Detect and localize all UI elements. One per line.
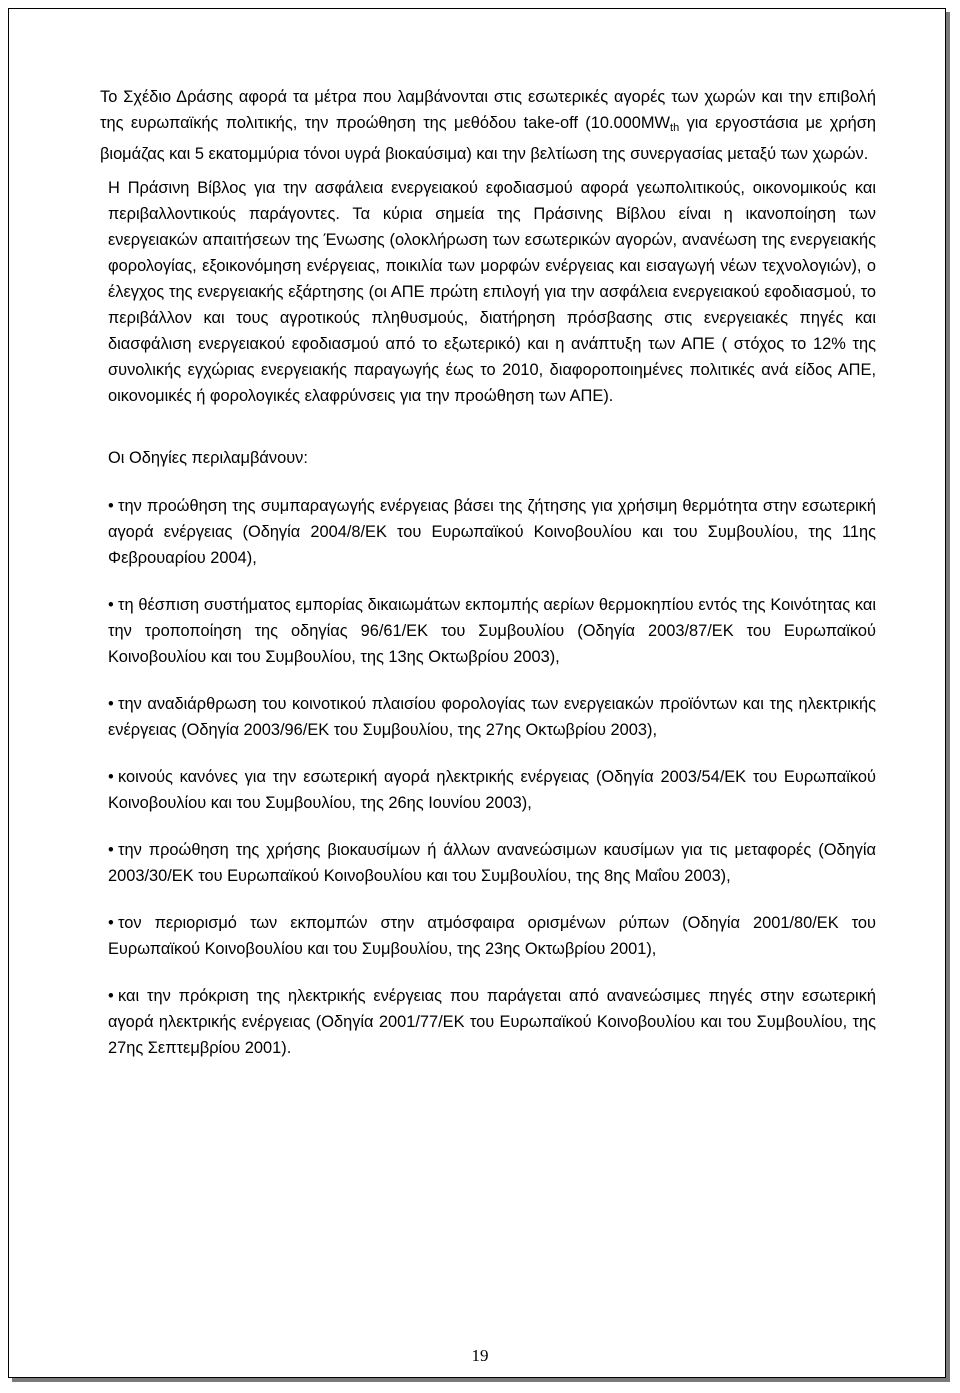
- document-body: [100, 84, 876, 1061]
- list-item-text: την προώθηση της συμπαραγωγής ενέργειας βάσει της ζήτησης για χρήσιμη θερμότητα στην εσωτερική αγορά ενέργειας (Οδηγία 2004/8/ΕΚ του Ευρωπαϊκού Κοινοβουλίου και του Συμβουλίου, της 11ης Φεβρουαρίου 2004),: [108, 497, 876, 567]
- green-paper-block: [100, 175, 876, 409]
- bullet-icon: •: [108, 695, 114, 713]
- directives-intro: Οι Οδηγίες περιλαμβάνουν:: [108, 449, 308, 467]
- bullet-icon: •: [108, 596, 114, 614]
- bullet-icon: •: [108, 768, 114, 786]
- list-item-text: τον περιορισμό των εκπομπών στην ατμόσφαιρα ορισμένων ρύπων (Οδηγία 2001/80/ΕΚ του Ευρωπαϊκού Κοινοβουλίου και του Συμβουλίου, της 23ης Οκτωβρίου 2001),: [108, 914, 876, 958]
- list-item: [108, 764, 876, 816]
- list-item: [108, 691, 876, 743]
- list-item: [108, 837, 876, 889]
- list-item-text: τη θέσπιση συστήματος εμπορίας δικαιωμάτων εκπομπής αερίων θερμοκηπίου εντός της Κοινότητας και την τροποποίηση της οδηγίας 96/61/ΕΚ του Συμβουλίου (Οδηγία 2003/87/ΕΚ του Ευρωπαϊκού Κοινοβουλίου και του Συμβουλίου, της 13ης Οκτωβρίου 2003),: [108, 596, 876, 666]
- bullet-icon: •: [108, 497, 114, 515]
- paragraph-action-plan-text-a: Το Σχέδιο Δράσης αφορά τα μέτρα που λαμβάνονται στις εσωτερικές αγορές των χωρών και την επιβολή της ευρωπαϊκής πολιτικής, την προώθηση της μεθόδου take-off (10.000MW: [100, 88, 876, 132]
- directives-section: [100, 445, 876, 1061]
- paragraph-action-plan: [100, 84, 876, 167]
- list-item-text: την αναδιάρθρωση του κοινοτικού πλαισίου φορολογίας των ενεργειακών προϊόντων και της ηλεκτρικής ενέργειας (Οδηγία 2003/96/ΕΚ του Συμβουλίου, της 27ης Οκτωβρίου 2003),: [108, 695, 876, 739]
- page-number: 19: [471, 1346, 489, 1365]
- list-item-text: και την πρόκριση της ηλεκτρικής ενέργειας που παράγεται από ανανεώσιμες πηγές στην εσωτερική αγορά ηλεκτρικής ενέργειας (Οδηγία 2001/77/ΕΚ του Ευρωπαϊκού Κοινοβουλίου και του Συμβουλίου, της 27ης Σεπτεμβρίου 2001).: [108, 987, 876, 1057]
- list-item: [108, 983, 876, 1061]
- bullet-icon: •: [108, 841, 114, 859]
- list-item-text: κοινούς κανόνες για την εσωτερική αγορά ηλεκτρικής ενέργειας (Οδηγία 2003/54/ΕΚ του Ευρωπαϊκού Κοινοβουλίου και του Συμβουλίου, της 26ης Ιουνίου 2003),: [108, 768, 876, 812]
- paragraph-action-plan-text-b: για εργοστάσια με χρήση βιομάζας και 5 εκατομμύρια τόνοι υγρά βιοκαύσιμα) και την βελτίωση της συνεργασίας μεταξύ των χωρών.: [100, 114, 876, 163]
- list-item: [108, 592, 876, 670]
- list-item-text: την προώθηση της χρήσης βιοκαυσίμων ή άλλων ανανεώσιμων καυσίμων για τις μεταφορές (Οδηγία 2003/30/ΕΚ του Ευρωπαϊκού Κοινοβουλίου και του Συμβουλίου, της 8ης Μαΐου 2003),: [108, 841, 876, 885]
- directives-list: [108, 493, 876, 1061]
- bullet-icon: •: [108, 914, 114, 932]
- subscript-th: th: [670, 122, 680, 134]
- list-item: [108, 493, 876, 571]
- paragraph-green-paper: Η Πράσινη Βίβλος για την ασφάλεια ενεργειακού εφοδιασμού αφορά γεωπολιτικούς, οικονομικούς και περιβαλλοντικούς παράγοντες. Τα κύρια σημεία της Πράσινης Βίβλου είναι η ικανοποίηση των ενεργειακών απαιτήσεων της Ένωσης (ολοκλήρωση των εσωτερικών αγορών, ανανέωση της ενεργειακής φορολογίας, εξοικονόμηση ενέργειας, ποικιλία των μορφών ενέργειας και εισαγωγή νέων τεχνολογιών), ο έλεγχος της ενεργειακής εξάρτησης (οι ΑΠΕ πρώτη επιλογή για την ασφάλεια ενεργειακού εφοδιασμού, το περιβάλλον και τους αγροτικούς πληθυσμούς, διατήρηση πρόσβασης στις ενεργειακές πηγές και διασφάλιση ενεργειακού εφοδιασμού από το εξωτερικό) και η ανάπτυξη των ΑΠΕ ( στόχος το 12% της συνολικής εγχώριας ενεργειακής παραγωγής έως το 2010, διαφοροποιημένες πολιτικές ανά είδος ΑΠΕ, οικονομικές ή φορολογικές ελαφρύνσεις για την προώθηση των ΑΠΕ).: [108, 179, 876, 405]
- bullet-icon: •: [108, 987, 114, 1005]
- list-item: [108, 910, 876, 962]
